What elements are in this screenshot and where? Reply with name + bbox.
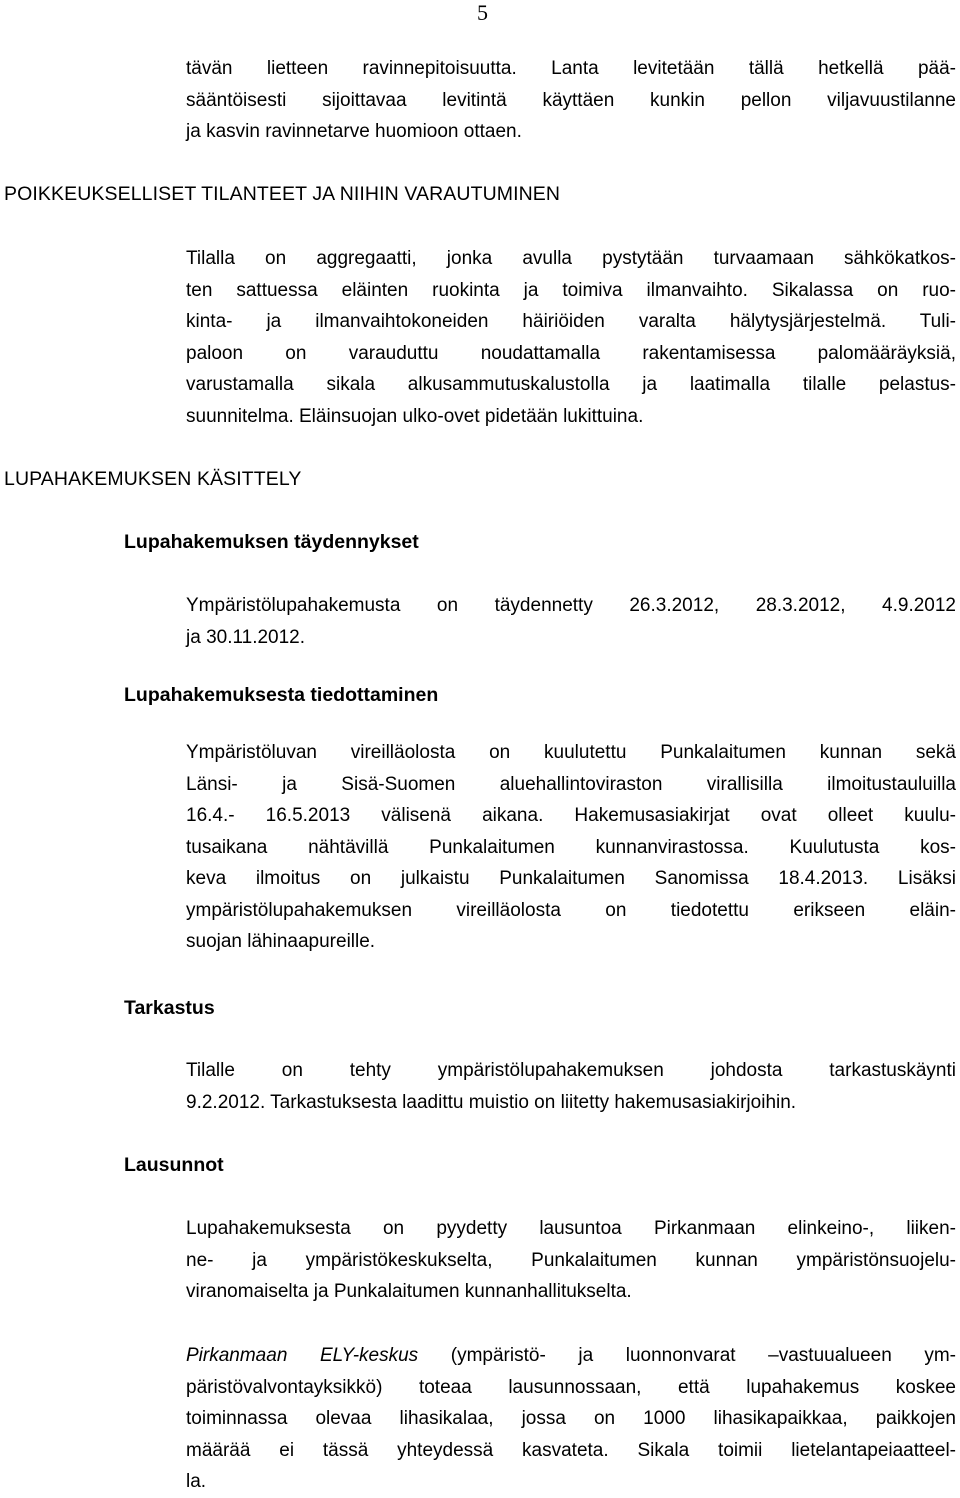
text-line: kinta- ja ilmanvaihtokoneiden häiriöiden varalta hälytysjärjestelmä. Tuli-: [186, 311, 956, 332]
exceptional-paragraph: [186, 243, 956, 432]
text-line: suojan lähinaapureille.: [186, 931, 376, 952]
intro-paragraph: [186, 53, 956, 148]
statements-request-paragraph: [186, 1213, 956, 1308]
text-line: 16.4.- 16.5.2013 välisenä aikana. Hakemusasiakirjat ovat olleet kuulu-: [186, 805, 956, 826]
text-line: 9.2.2012. Tarkastuksesta laadittu muistio on liitetty hakemusasiakirjoihin.: [186, 1091, 797, 1113]
text-line: suunnitelma. Eläinsuojan ulko-ovet pidetään lukittuina.: [186, 405, 644, 427]
text-line: Ympäristöluvan vireilläolosta on kuulutettu Punkalaitumen kunnan sekä: [186, 742, 956, 763]
text-line: toiminnassa olevaa lihasikalaa, jossa on 1000 lihasikapaikkaa, paikkojen: [186, 1408, 956, 1429]
subheading-announcement: Lupahakemuksesta tiedottaminen: [124, 684, 439, 706]
text-line: [186, 1340, 956, 1372]
text-line: Lupahakemuksesta on pyydetty lausuntoa Pirkanmaan elinkeino-, liiken-: [186, 1218, 956, 1239]
text-line: ja 30.11.2012.: [186, 626, 306, 648]
subheading-statements: Lausunnot: [124, 1154, 224, 1176]
text-line: paloon on varauduttu noudattamalla rakentamisessa palomääräyksiä,: [186, 342, 956, 364]
text-line: viranomaiselta ja Punkalaitumen kunnanhallitukselta.: [186, 1281, 632, 1302]
ely-line-rest: (ympäristö- ja luonnonvarat –vastuualueen ym-: [418, 1345, 956, 1366]
ely-statement-paragraph: [186, 1340, 956, 1498]
section-heading-processing: LUPAHAKEMUKSEN KÄSITTELY: [4, 468, 302, 490]
text-line: ja kasvin ravinnetarve huomioon ottaen.: [186, 121, 522, 142]
text-line: Tilalla on aggregaatti, jonka avulla pystytään turvaamaan sähkökatkos-: [186, 248, 956, 269]
text-line: määrää ei tässä yhteydessä kasvateta. Sikala toimii lietelantapeiaatteel-: [186, 1439, 956, 1461]
text-line: tusaikana nähtävillä Punkalaitumen kunnanvirastossa. Kuulutusta kos-: [186, 836, 956, 858]
supplements-paragraph: [186, 590, 956, 653]
text-line: ympäristölupahakemuksen vireilläolosta on tiedotettu erikseen eläin-: [186, 899, 956, 921]
text-line: varustamalla sikala alkusammutuskalustolla ja laatimalla tilalle pelastus-: [186, 374, 956, 395]
subheading-inspection: Tarkastus: [124, 997, 215, 1019]
text-line: Tilalle on tehty ympäristölupahakemuksen johdosta tarkastuskäynti: [186, 1060, 956, 1081]
subheading-supplements: Lupahakemuksen täydennykset: [124, 531, 419, 553]
section-heading-exceptional: POIKKEUKSELLISET TILANTEET JA NIIHIN VARAUTUMINEN: [4, 183, 561, 205]
text-line: ne- ja ympäristökeskukselta, Punkalaitumen kunnan ympäristönsuojelu-: [186, 1249, 956, 1271]
ely-name: Pirkanmaan ELY-keskus: [186, 1345, 419, 1366]
text-line: sääntöisesti sijoittavaa levitintä käyttäen kunkin pellon viljavuustilanne: [186, 89, 956, 111]
page-number: 5: [477, 0, 488, 25]
text-line: tävän lietteen ravinnepitoisuutta. Lanta levitetään tällä hetkellä pää-: [186, 58, 956, 79]
text-line: päristövalvontayksikkö) toteaa lausunnossaan, että lupahakemus koskee: [186, 1376, 956, 1398]
inspection-paragraph: [186, 1055, 956, 1118]
text-line: la.: [186, 1471, 207, 1492]
text-line: ten sattuessa eläinten ruokinta ja toimiva ilmanvaihto. Sikalassa on ruo-: [186, 279, 956, 301]
text-line: Länsi- ja Sisä-Suomen aluehallintoviraston virallisilla ilmoitustauluilla: [186, 773, 956, 795]
announcement-paragraph: [186, 737, 956, 958]
text-line: Ympäristölupahakemusta on täydennetty 26.3.2012, 28.3.2012, 4.9.2012: [186, 595, 956, 616]
text-line: keva ilmoitus on julkaistu Punkalaitumen Sanomissa 18.4.2013. Lisäksi: [186, 868, 956, 889]
